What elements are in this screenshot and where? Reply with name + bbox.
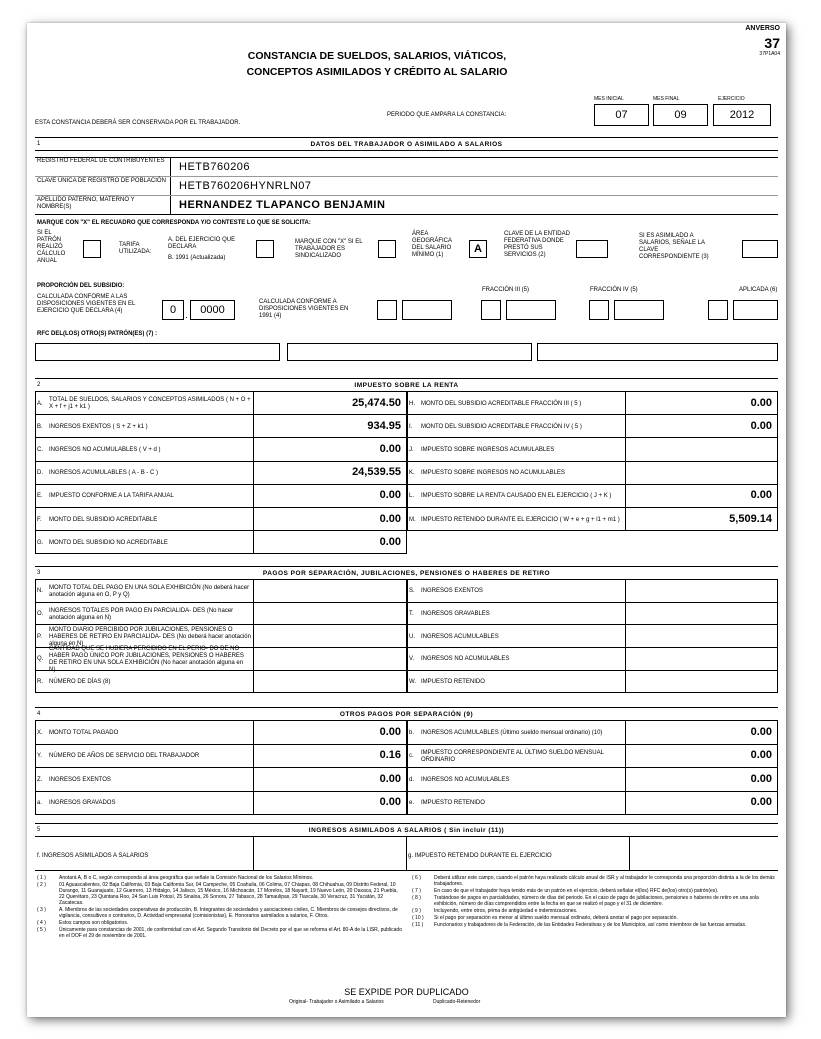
- section-1-header: [35, 137, 778, 151]
- row-label: MONTO DEL SUBSIDIO ACREDITABLE: [49, 516, 158, 523]
- fraccion4-entero-field[interactable]: [589, 300, 609, 320]
- curp-field[interactable]: HETB760206HYNRLN07: [179, 180, 312, 192]
- ingresos-asimilados-label: f. INGRESOS ASIMILADOS A SALARIOS: [37, 853, 149, 859]
- row-key: B.: [37, 423, 43, 430]
- row-value[interactable]: 0.00: [750, 796, 772, 809]
- note-number: ( 2 ): [37, 882, 46, 888]
- aplicada-decimal-field[interactable]: [733, 300, 778, 320]
- divider: [253, 485, 254, 508]
- row-value[interactable]: 0.00: [379, 489, 401, 502]
- tarifa-checkbox[interactable]: [256, 240, 274, 258]
- row-value[interactable]: 0.00: [750, 725, 772, 738]
- note-number: ( 3 ): [37, 907, 46, 913]
- note-number: ( 11 ): [412, 922, 424, 928]
- note-text: Estos campos son obligatorios.: [59, 920, 129, 926]
- decimal-point: .: [185, 310, 188, 321]
- row-key: M.: [409, 516, 416, 523]
- fraccion3-label: FRACCIÓN III (5): [482, 287, 530, 293]
- note-item: [37, 875, 402, 881]
- note-number: ( 1 ): [37, 875, 46, 881]
- conservar-note: ESTA CONSTANCIA DEBERÁ SER CONSERVADA POR EL TRABAJADOR.: [35, 120, 241, 126]
- mes-inicial-label: MES INICIAL: [594, 96, 624, 102]
- divider: [625, 721, 626, 745]
- row-value[interactable]: 0.00: [750, 489, 772, 502]
- note-item: [412, 888, 777, 894]
- divider: [625, 792, 626, 816]
- calc-vigentes-label: CALCULADA CONFORME A LAS DISPOSICIONES VIGENTES EN EL EJERCICIO QUE DECLARA (4): [37, 294, 136, 314]
- title-line-2: CONCEPTOS ASIMILADOS Y CRÉDITO AL SALARIO: [246, 66, 508, 78]
- row-key: U.: [409, 633, 415, 640]
- calc-1991-entero-field[interactable]: [377, 300, 397, 320]
- note-text: Incluyendo, entre otros, prima de antigüedad e indemnizaciones.: [434, 908, 578, 914]
- row-value[interactable]: 0.00: [379, 725, 401, 738]
- divider: [253, 603, 254, 626]
- divider: [253, 531, 254, 554]
- periodo-label: PERIODO QUE AMPARA LA CONSTANCIA:: [387, 112, 507, 118]
- note-text: En caso de que el trabajador haya tenido más de un patrón en el ejercicio, deberá señalar el(los) RFC de(los) otro(s) patrón(es).: [434, 888, 719, 894]
- note-number: ( 7 ): [412, 888, 421, 894]
- divider: [253, 462, 254, 485]
- row-key: O.: [37, 611, 44, 618]
- divider: [253, 580, 254, 603]
- note-item: [412, 895, 777, 907]
- tarifa-b-label: B. 1991 (Actualizada): [168, 255, 226, 261]
- title-line-1: CONSTANCIA DE SUELDOS, SALARIOS, VIÁTICOS,: [247, 50, 507, 62]
- row-label: MONTO DEL SUBSIDIO ACREDITABLE FRACCIÓN IV ( 5 ): [421, 423, 582, 430]
- aplicada-entero-field[interactable]: [708, 300, 728, 320]
- row-key: c.: [409, 753, 414, 760]
- calc-1991-decimal-field[interactable]: [402, 300, 452, 320]
- note-text: Funcionarios y trabajadores de la Federación, de las Entidades Federativas y de los Municipios, así como miembros de las fuerzas armadas.: [434, 922, 747, 928]
- row-label: MONTO DEL SUBSIDIO ACREDITABLE FRACCIÓN III ( 5 ): [421, 400, 582, 407]
- section-title: INGRESOS ASIMILADOS A SALARIOS ( Sin incluir (11)): [308, 827, 505, 834]
- row-value[interactable]: 24,539.55: [352, 466, 401, 479]
- row-key: Q.: [37, 656, 44, 663]
- section-title: IMPUESTO SOBRE LA RENTA: [354, 382, 459, 389]
- note-number: ( 4 ): [37, 920, 46, 926]
- row-label: MONTO DIARIO PERCIBIDO POR JUBILACIONES, PENSIONES O HABERES DE RETIRO EN PARCIALIDA- DES (No deberá hacer anotación alguna en N): [49, 626, 251, 647]
- row-label: INGRESOS ACUMULABLES: [421, 633, 499, 640]
- area-label: ÁREA GEOGRÁFICA DEL SALARIO MÍNIMO (1): [412, 231, 452, 258]
- rfc-label: REGISTRO FEDERAL DE CONTRIBUYENTES: [37, 158, 165, 164]
- divider: [625, 745, 626, 769]
- note-text: 01 Aguascalientes, 02 Baja California, 03 Baja California Sur, 04 Campeche, 05 Coahuila, 06 Colima, 07 Chiapas, 08 Chihuahua, 09 Distrito Federal, 10 Durango, 11 Guanajuato, 12 Guerrero, 13 Hidalgo, 14 Jalisco, 15 México, 16 Michoacán, 17 Morelos, 18 Nayarit, 19 Nuevo León, 20 Oaxaca, 21 Puebla, 22 Querétaro, 23 Quintana Roo, 24 San Luis Potosí, 25 Sinaloa, 26 Sonora, 27 Tabasco, 28 Tamaulipas, 29 Tlaxcala, 30 Veracruz, 31 Yucatán, 32 Zacatecas.: [59, 882, 398, 906]
- divider: [253, 648, 254, 671]
- section-number: 1: [37, 141, 41, 147]
- row-label: INGRESOS NO ACUMULABLES: [421, 776, 510, 783]
- note-item: [37, 907, 402, 919]
- divider: [253, 671, 254, 694]
- divider: [625, 603, 626, 626]
- fraccion3-entero-field[interactable]: [481, 300, 501, 320]
- rfc-patron-field-2[interactable]: [287, 343, 532, 361]
- ejercicio-field[interactable]: 2012: [713, 104, 771, 126]
- impuesto-retenido-asimilados-label: g. IMPUESTO RETENIDO DURANTE EL EJERCICIO: [408, 853, 552, 859]
- divider: [625, 485, 626, 508]
- row-label: IMPUESTO RETENIDO: [421, 679, 485, 686]
- row-label: MONTO DEL SUBSIDIO NO ACREDITABLE: [49, 539, 168, 546]
- row-key: D.: [37, 470, 43, 477]
- rfc-field[interactable]: HETB760206: [179, 161, 251, 173]
- section-title: PAGOS POR SEPARACIÓN, JUBILACIONES, PENSIONES O HABERES DE RETIRO: [262, 570, 551, 577]
- divider: [625, 508, 626, 531]
- row-label: NÚMERO DE DÍAS (8): [49, 679, 111, 686]
- mes-final-label: MES FINAL: [653, 96, 680, 102]
- row-value[interactable]: 0.00: [750, 419, 772, 432]
- divider: [625, 415, 626, 438]
- row-label: MONTO TOTAL DEL PAGO EN UNA SOLA EXHIBICIÓN (No deberá hacer anotación alguna en O, P y Q): [49, 584, 250, 598]
- mes-inicial-field[interactable]: 07: [594, 104, 649, 126]
- section-2-header: [35, 378, 778, 392]
- row-key: E.: [37, 493, 43, 500]
- row-key: a.: [37, 800, 43, 807]
- section-number: 3: [37, 570, 41, 576]
- row-key: Y.: [37, 753, 42, 760]
- note-item: [412, 922, 777, 928]
- note-text: A. Miembros de las sociedades cooperativas de producción, B. Integrantes de sociedades y asociaciones civiles, C. Miembros de consejos directivos, de vigilancia, consultivos o contrarios, D. Actividad empresarial (comisionistas), E. Honorarios asimilados a salarios, F. Otros.: [59, 907, 398, 919]
- divider: [253, 721, 254, 745]
- row-value[interactable]: 0.16: [379, 749, 401, 762]
- note-number: ( 5 ): [37, 927, 46, 933]
- row-key: J.: [409, 447, 414, 453]
- row-key: d.: [409, 776, 415, 783]
- rfc-patron-field-3[interactable]: [537, 343, 778, 361]
- divider: [625, 438, 626, 461]
- anverso-label: ANVERSO: [745, 25, 780, 32]
- row-key: X.: [37, 729, 43, 736]
- divider: [625, 580, 626, 603]
- form-code: 37P1A04: [759, 51, 780, 57]
- divider: [253, 392, 254, 415]
- row-label: INGRESOS TOTALES POR PAGO EN PARCIALIDA- DES (No hacer anotación alguna en N): [49, 607, 234, 621]
- row-label: IMPUESTO CONFORME A LA TARIFA ANUAL: [49, 493, 174, 500]
- section-3-header: [35, 566, 778, 580]
- row-key: H.: [409, 400, 415, 407]
- row-value[interactable]: 0.00: [379, 772, 401, 785]
- area-field[interactable]: A: [469, 240, 487, 258]
- row-key: F.: [37, 516, 42, 523]
- divider: [253, 625, 254, 648]
- row-label: INGRESOS NO ACUMULABLES ( V + d ): [49, 446, 161, 453]
- divider: [625, 671, 626, 694]
- row-value[interactable]: 25,474.50: [352, 396, 401, 409]
- row-key: T.: [409, 611, 414, 618]
- asimilado-label: SI ES ASIMILADO A SALARIOS, SEÑALE LA CLAVE CORRESPONDIENTE (3): [639, 233, 709, 260]
- row-label: INGRESOS GRAVABLES: [421, 611, 490, 618]
- divider: [253, 792, 254, 816]
- row-label: IMPUESTO RETENIDO DURANTE EL EJERCICIO ( W + e + g + l1 + m1 ): [421, 516, 620, 523]
- divider: [253, 438, 254, 461]
- row-label: IMPUESTO SOBRE LA RENTA CAUSADO EN EL EJERCICIO ( J + K ): [421, 493, 612, 500]
- row-key: Z.: [37, 776, 43, 783]
- entidad-field[interactable]: [576, 240, 608, 258]
- note-item: [412, 875, 777, 887]
- divider: [625, 648, 626, 671]
- row-label: IMPUESTO CORRESPONDIENTE AL ÚLTIMO SUELDO MENSUAL ORDINARIO: [421, 749, 604, 763]
- fraccion4-label: FRACCIÓN IV (5): [590, 287, 638, 293]
- row-key: W.: [409, 679, 416, 686]
- section-number: 5: [37, 827, 41, 833]
- row-value[interactable]: 0.00: [379, 535, 401, 548]
- rfc-patrones-label: RFC DEL(LOS) OTRO(S) PATRÓN(ES) (7) :: [37, 331, 158, 337]
- proporcion-entero-field[interactable]: 0: [162, 300, 184, 320]
- note-item: [37, 927, 402, 939]
- rfc-patron-field-1[interactable]: [35, 343, 280, 361]
- row-key: G.: [37, 539, 44, 546]
- row-label: NÚMERO DE AÑOS DE SERVICIO DEL TRABAJADOR: [49, 753, 200, 760]
- divider: [170, 157, 171, 215]
- note-number: ( 9 ): [412, 908, 421, 914]
- tarifa-label: TARIFA UTILIZADA:: [119, 242, 152, 255]
- note-number: ( 10 ): [412, 915, 424, 921]
- row-key: L.: [409, 493, 415, 500]
- row-label: INGRESOS EXENTOS: [421, 588, 483, 595]
- calculo-anual-checkbox[interactable]: [83, 240, 101, 258]
- note-number: ( 8 ): [412, 895, 421, 901]
- divider: [253, 768, 254, 792]
- note-text: Tratándose de pagos en parcialidades, número de días del periodo. En el caso de pago de jubilaciones, pensiones o haberes de retiro en una sola exhibición, número de días comprendidos entre la fecha en que se realizó el pago y el 31 de diciembre.: [434, 895, 759, 907]
- row-label: TOTAL DE SUELDOS, SALARIOS Y CONCEPTOS ASIMILADOS ( N + O + X + f + j1 + k1 ): [49, 397, 251, 411]
- divider: [35, 176, 778, 177]
- section-title: DATOS DEL TRABAJADOR O ASIMILADO A SALARIOS: [310, 141, 503, 148]
- curp-label: CLAVE ÚNICA DE REGISTRO DE POBLACIÓN: [37, 178, 166, 184]
- duplicado-label: Duplicado-Retenedor: [433, 999, 481, 1005]
- row-value[interactable]: 0.00: [379, 796, 401, 809]
- row-key: R.: [37, 679, 43, 686]
- divider: [253, 745, 254, 769]
- row-key: I.: [409, 423, 413, 430]
- row-value[interactable]: 0.00: [379, 512, 401, 525]
- row-value[interactable]: 5,509.14: [729, 512, 772, 525]
- ejercicio-label: EJERCICIO: [718, 96, 745, 102]
- row-key: V.: [409, 656, 415, 663]
- note-text: Si el pago por separación es menor al último sueldo mensual ordinario, deberá anotar el pago por separación.: [434, 915, 678, 921]
- row-key: b.: [409, 729, 415, 736]
- proporcion-label: PROPORCIÓN DEL SUBSIDIO:: [37, 283, 125, 289]
- row-value[interactable]: 0.00: [750, 772, 772, 785]
- divider: [625, 625, 626, 648]
- mes-final-field[interactable]: 09: [653, 104, 708, 126]
- divider: [253, 837, 254, 871]
- note-text: Anotará A, B o C, según corresponda al área geográfica que señale la Comisión Nacional de los Salarios Mínimos.: [59, 875, 314, 881]
- note-text: Únicamente para constancias de 2001, de conformidad con el Art. Segundo Transitorio del Decreto por el que se reforma el Art. 80-A de la LISR, publicado en el DOF el 29 de noviembre de 2001.: [59, 927, 402, 939]
- note-item: [37, 920, 402, 926]
- section-title: OTROS PAGOS POR SEPARACIÓN (9): [339, 711, 474, 718]
- note-text: Deberá utilizar este campo, cuando el patrón haya realizado cálculo anual de ISR y al trabajador le corresponda una proporción distinta a la de los demás trabajadores.: [434, 875, 775, 887]
- nombre-label: APELLIDO PATERNO, MATERNO Y NOMBRE(S): [37, 197, 135, 210]
- row-key: N.: [37, 588, 43, 595]
- row-label: INGRESOS ACUMULABLES (Último sueldo mensual ordinario) (10): [421, 729, 603, 736]
- section-5-header: [35, 823, 778, 837]
- row-label: IMPUESTO RETENIDO: [421, 800, 485, 807]
- notes-right: [412, 875, 777, 929]
- row-label: CANTIDAD QUE SE HUBIERA PERCIBIDO EN EL PERIO- DO DE NO HABER PAGO ÚNICO POR JUBILACIONES, PENSIONES O HABERES DE RETIRO EN UNA SOLA EXHIBICIÓN (No hacer anotación alguna en N): [49, 645, 244, 673]
- expide-duplicado: SE EXPIDE POR DUPLICADO: [344, 987, 469, 997]
- entidad-label: CLAVE DE LA ENTIDAD FEDERATIVA DONDE PRESTÓ SUS SERVICIOS (2): [504, 231, 570, 258]
- row-key: e.: [409, 800, 415, 807]
- divider: [253, 508, 254, 531]
- row-value[interactable]: 0.00: [750, 396, 772, 409]
- row-label: INGRESOS NO ACUMULABLES: [421, 656, 510, 663]
- calc-1991-label: CALCULADA CONFORME A DISPOSICIONES VIGENTES EN 1991 (4): [259, 299, 349, 319]
- row-label: IMPUESTO SOBRE INGRESOS NO ACUMULABLES: [421, 470, 565, 477]
- form-number: 37: [764, 35, 780, 51]
- divider: [35, 195, 778, 196]
- divider: [625, 392, 626, 415]
- row-key: A.: [37, 400, 43, 407]
- calculo-anual-label: SI EL PATRÓN REALIZÓ CÁLCULO ANUAL: [37, 230, 66, 264]
- divider: [625, 768, 626, 792]
- section-number: 4: [37, 711, 41, 717]
- row-label: INGRESOS EXENTOS ( S + Z + k1 ): [49, 423, 148, 430]
- marque-instruction: MARQUE CON "X" EL RECUADRO QUE CORRESPONDA Y/O CONTESTE LO QUE SE SOLICITA:: [37, 220, 311, 226]
- sindicalizado-checkbox[interactable]: [378, 240, 396, 258]
- section-4-header: [35, 707, 778, 721]
- note-item: [37, 882, 402, 906]
- row-key: S.: [409, 588, 415, 595]
- note-item: [412, 908, 777, 914]
- fraccion3-decimal-field[interactable]: [506, 300, 556, 320]
- fraccion4-decimal-field[interactable]: [614, 300, 664, 320]
- row-label: MONTO TOTAL PAGADO: [49, 729, 119, 736]
- row-label: INGRESOS GRAVADOS: [49, 800, 116, 807]
- note-number: ( 6 ): [412, 875, 421, 881]
- document-page: [27, 23, 786, 1017]
- section-number: 2: [37, 382, 41, 388]
- row-value[interactable]: 0.00: [750, 749, 772, 762]
- note-item: [412, 915, 777, 921]
- proporcion-decimal-field[interactable]: 0000: [190, 300, 235, 320]
- row-label: INGRESOS ACUMULABLES ( A - B - C ): [49, 470, 159, 477]
- tarifa-a-label: A. DEL EJERCICIO QUE DECLARA: [168, 237, 236, 250]
- sindicalizado-label: MARQUE CON "X" SI EL TRABAJADOR ES SINDICALIZADO: [295, 239, 363, 259]
- original-label: Original- Trabajador o Asimilado a Salarios: [289, 999, 384, 1005]
- row-value[interactable]: 0.00: [379, 443, 401, 455]
- row-label: INGRESOS EXENTOS: [49, 776, 111, 783]
- divider: [253, 415, 254, 438]
- row-key: C.: [37, 447, 43, 453]
- nombre-field[interactable]: HERNANDEZ TLAPANCO BENJAMIN: [179, 199, 386, 211]
- row-key: P.: [37, 633, 42, 640]
- divider: [629, 837, 630, 871]
- row-key: K.: [409, 470, 415, 477]
- notes-left: [37, 875, 402, 940]
- divider: [406, 837, 407, 871]
- divider: [625, 462, 626, 485]
- asimilado-field[interactable]: [742, 240, 778, 258]
- row-label: IMPUESTO SOBRE INGRESOS ACUMULABLES: [421, 446, 555, 453]
- aplicada-label: APLICADA (6): [739, 287, 778, 293]
- row-value[interactable]: 934.95: [367, 419, 401, 432]
